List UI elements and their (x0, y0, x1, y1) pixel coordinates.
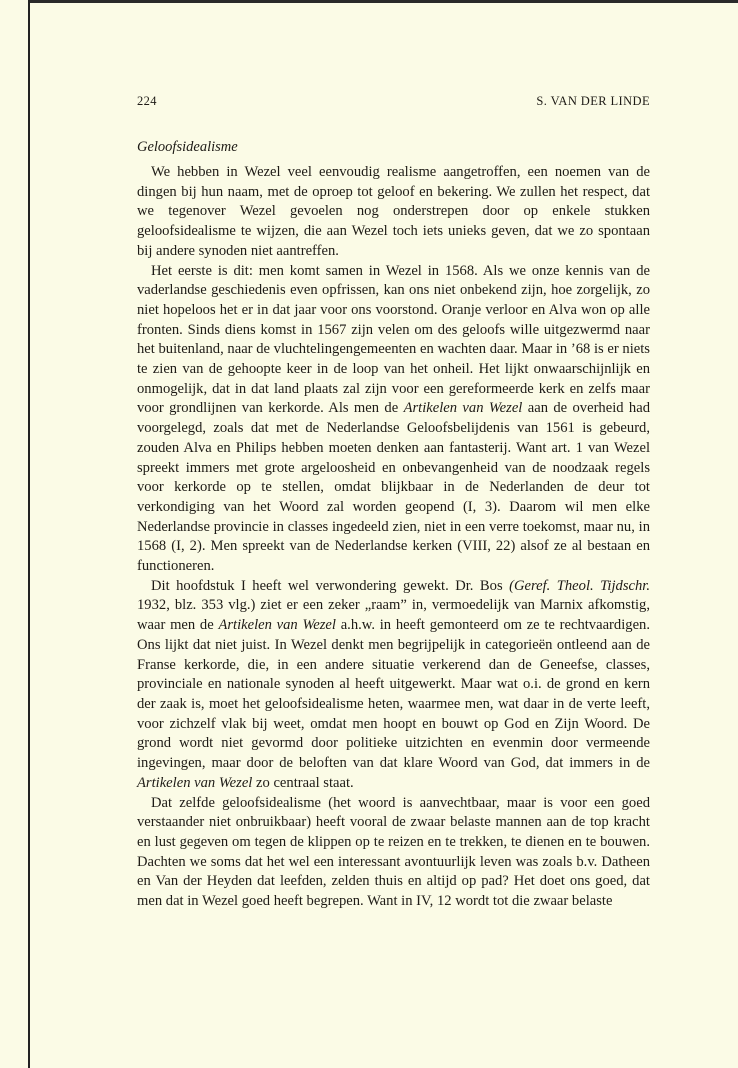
page-number: 224 (137, 94, 157, 108)
italic-text: Artikelen van Wezel (218, 617, 336, 634)
section-title: Geloofsidealisme (137, 139, 238, 155)
page-left-edge (28, 0, 30, 1068)
paragraph (137, 163, 650, 262)
text-run: aan de overheid had voorgelegd, zoals dat met de Nederlandse Geloofsbelijdenis van 1561 is gebeurd, zouden Alva en Philips hebben moeten denken aan fantasterij. Want art. 1 van Wezel spreekt immers met grote argeloosheid en onbevangenheid van de noodzaak regels voor kerkorde op te stellen, omdat blijkbaar in de Nederlanden de deur tot verkondiging van het Woord zal worden geopend (I, 3). Daarom wil men elke Nederlandse provincie in classes ingedeeld zien, niet in een verre toekomst, maar nu, in 1568 (I, 2). Men spreekt van de Nederlandse kerken (VIII, 22) alsof ze al bestaan en functioneren. (137, 400, 650, 575)
paragraph (137, 262, 650, 577)
text-run: Het eerste is dit: men komt samen in Wezel in 1568. Als we onze kennis van de vaderlandse geschiedenis even opfrissen, kan ons niet onbekend zijn, hoe zorgelijk, zo niet hopeloos het er in dat jaar voor ons voorstond. Oranje verloor en Alva won op alle fronten. Sinds diens komst in 1567 zijn velen om des geloofs wille uitgezwermd naar het buitenland, naar de vluchtelingengemeenten en wachten daar. Maar in ’68 is er niets te zien van de gehoopte keer in de loop van het onheil. Het lijkt onwaarschijnlijk en onmogelijk, dat in dat land plaats zal zijn voor een gereformeerde kerk en zelfs maar voor grondlijnen van kerkorde. Als men de (137, 262, 650, 417)
text-run: Dit hoofdstuk I heeft wel verwondering gewekt. Dr. Bos (151, 577, 510, 594)
text-run: 1932, blz. 353 vlg.) ziet er een zeker „raam” in, vermoedelijk van Marnix afkomstig, waar men de (137, 597, 650, 634)
text-run: Dat zelfde geloofsidealisme (het woord is aanvechtbaar, maar is voor een goed verstaander niet onbruikbaar) heeft vooral de zwaar belaste mannen aan de top kracht en lust gegeven om tegen de klippen op te reizen en te trekken, te dienen en te bouwen. Dachten we soms dat het wel een interessant avontuurlijk leven was zoals b.v. Datheen en Van der Heyden dat leefden, zelden thuis en altijd op pad? Het doet ons goed, dat men dat in Wezel goed heeft begrepen. Want in IV, 12 wordt tot die zwaar belaste (137, 794, 650, 910)
running-author: S. VAN DER LINDE (536, 94, 650, 108)
text-run: a.h.w. in heeft gemonteerd om ze te rechtvaardigen. Ons lijkt dat niet juist. In Wezel denkt men begrijpelijk in categorieën ontleend aan de Franse kerkorde, die, in een andere situatie verkerend dan de Geneefse, classes, provinciale en nationale synoden al heeft uitgewerkt. Maar wat o.i. de grond en kern der zaak is, moet het geloofsidealisme heten, waarmee men, wat daar in de verte leeft, voor zichzelf vlak bij weet, omdat men hoopt en bouwt op God en Zijn Woord. De grond wordt niet gevormd door politieke uitzichten en evenmin door vermeende ingevingen, maar door de beloften van dat klare Woord van God, dat immers in de (137, 617, 650, 772)
italic-text: Artikelen van Wezel (403, 400, 523, 417)
text-run: We hebben in Wezel veel eenvoudig realisme aangetroffen, een noemen van de dingen bij hun naam, met de oproep tot geloof en bekering. We zullen het respect, dat we tegenover Wezel gevoelen nog onderstrepen door op enkele stukken geloofsidealisme te wijzen, die aan Wezel toch iets unieks geven, dat we zo spontaan bij andere synoden niet aantreffen. (137, 164, 650, 259)
body-text (137, 163, 650, 912)
paragraph (137, 577, 650, 794)
italic-text: (Geref. Theol. Tijdschr. (509, 577, 651, 594)
text-run: zo centraal staat. (252, 774, 354, 791)
italic-text: Artikelen van Wezel (137, 774, 253, 791)
paragraph (137, 794, 650, 912)
page-top-edge (28, 0, 738, 3)
running-header (137, 94, 650, 109)
